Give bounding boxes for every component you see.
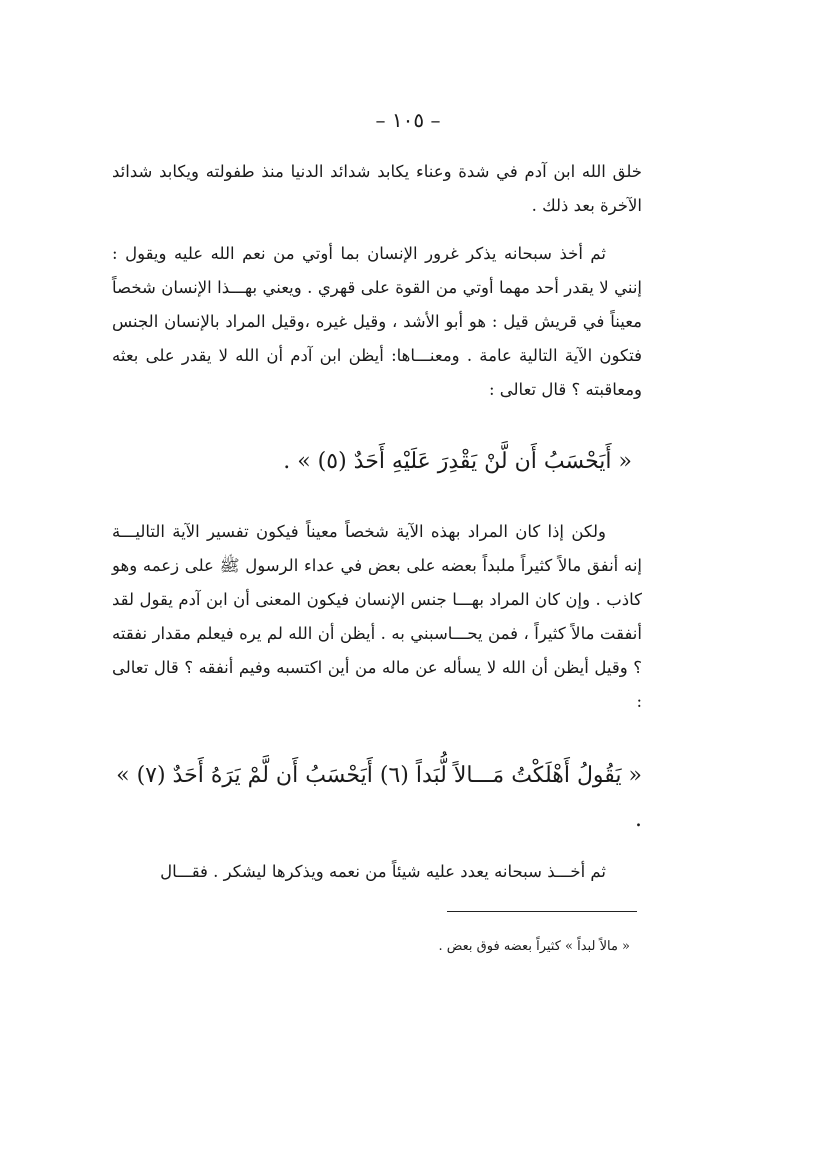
paragraph-4 xyxy=(112,855,642,889)
paragraph-3 xyxy=(112,515,642,719)
paragraph-2 xyxy=(112,237,642,407)
footnote: « مالاً لبداً » كثيراً بعضه فوق بعض . xyxy=(438,939,630,954)
page-number: – ١٠٥ – xyxy=(375,108,441,132)
paragraph-1 xyxy=(112,155,642,223)
footnote-divider xyxy=(447,911,637,912)
paragraph-4-text: ثم أخـــذ سبحانه يعدد عليه شيئاً من نعمه ويذكرها ليشكر . فقـــال xyxy=(160,862,606,881)
paragraph-2-text: ثم أخذ سبحانه يذكر غرور الإنسان بما أوتي من نعم الله عليه ويقول : إنني لا يقدر أحد مهما أوتي من القوة على قهري . ويعني بهـــذا الإنسان شخصاً معيناً في قريش قيل : هو أبو الأشد ، وقيل غيره ،وقيل المراد بالإنسان الجنس فتكون الآية التالية عامة . ومعنـــاها: أيظن ابن آدم أن الله لا يقدر على بعثه ومعاقبته ؟ قال تعالى : xyxy=(112,244,642,399)
paragraph-1-text: خلق الله ابن آدم في شدة وعناء يكابد شدائد الدنيا منذ طفولته ويكابد شدائد الآخرة بعد ذلك . xyxy=(112,162,642,215)
quran-verse-1: « أَيَحْسَبُ أَن لَّنْ يَقْدِرَ عَلَيْهِ أَحَدٌ (٥) » . xyxy=(283,449,632,474)
quran-verse-2: « يَقُولُ أَهْلَكْتُ مَـــالاً لُّبَداً (٦) أَيَحْسَبُ أَن لَّمْ يَرَهُ أَحَدٌ (٧) » . xyxy=(116,763,642,832)
paragraph-3-text: ولكن إذا كان المراد بهذه الآية شخصاً معيناً فيكون تفسير الآية التاليـــة إنه أنفق مالاً كثيراً ملبداً بعضه على بعض في عداء الرسول ﷺ على زعمه وهو كاذب . وإن كان المراد بهـــا جنس الإنسان فيكون المعنى أن ابن آدم يقول لقد أنفقت مالاً كثيراً ، فمن يحـــاسبني به . أيظن أن الله لم يره فيعلم مقدار نفقته ؟ وقيل أيظن أن الله لا يسأله عن ماله من أين اكتسبه وفيم أنفقه ؟ قال تعالى : xyxy=(112,522,642,711)
